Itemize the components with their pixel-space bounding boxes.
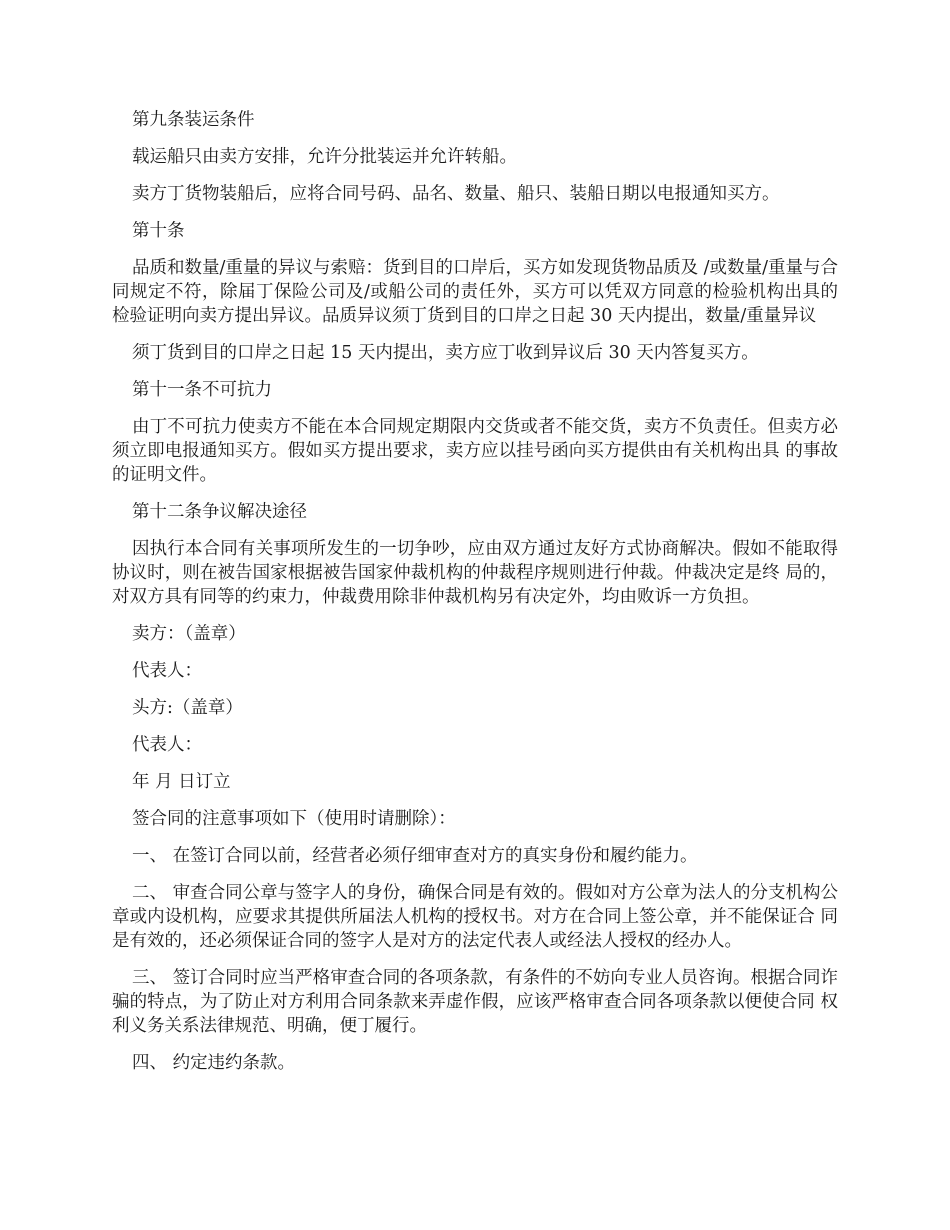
clause-9-shipping-notice: 卖方丁货物装船后，应将合同号码、品名、数量、船只、装船日期以电报通知买方。	[132, 184, 780, 204]
clause-11-force-majeure: 由丁不可抗力使卖方不能在本合同规定期限内交货或者不能交货，卖方不负责任。但卖方必须立即电报通知买方。假如买方提出要求，卖方应以挂号函向买方提供由有关机构出具 的事故的证明文件。	[112, 417, 838, 485]
signing-date: 年 月 日订立	[132, 772, 231, 792]
buyer-representative: 代表人：	[132, 735, 202, 755]
note-2: 二、 审查合同公章与签字人的身份，确保合同是有效的。假如对方公章为法人的分支机构公 章或内设机构，应要求其提供所届法人机构的授权书。对方在合同上签公章，并不能保证合 同是有效的，还必须保证合同的签字人是对方的法定代表人或经法人授权的经办人。	[112, 883, 838, 951]
clause-10-heading: 第十条	[132, 221, 185, 241]
clause-10-claims-deadline: 须丁货到目的口岸之日起 15 天内提出，卖方应丁收到异议后 30 天内答复买方。	[132, 343, 759, 363]
note-3: 三、 签订合同时应当严格审查合同的各项条款，有条件的不妨向专业人员咨询。根据合同诈 骗的特点，为了防止对方利用合同条款来弄虚作假，应该严格审查合同各项条款以便使合同 权利义务关系法律规范、明确，便丁履行。	[112, 968, 838, 1036]
note-1: 一、 在签订合同以前，经营者必须仔细审查对方的真实身份和履约能力。	[132, 846, 698, 866]
clause-9-shipping-vessel: 载运船只由卖方安排，允许分批装运并允许转船。	[132, 147, 517, 167]
clause-10-claims: 品质和数量/重量的异议与索赔：货到目的口岸后，买方如发现货物品质及 /或数量/重量与合 同规定不符，除届丁保险公司及/或船公司的责任外，买方可以凭双方同意的检验机构出具的 检验证明向卖方提出异议。品质异议须丁货到目的口岸之日起 30 天内提出，数量/重量异议	[112, 258, 838, 326]
note-4: 四、 约定违约条款。	[132, 1053, 296, 1073]
clause-9-heading: 第九条装运条件	[132, 110, 255, 130]
clause-12-dispute-resolution: 因执行本合同有关事项所发生的一切争吵，应由双方通过友好方式协商解决。假如不能取得协议时，则在被告国家根据被告国家仲裁机构的仲裁程序规则进行仲裁。仲裁决定是终 局的，对双方具有同等的约束力，仲裁费用除非仲裁机构另有决定外，均由败诉一方负担。	[112, 539, 838, 607]
buyer-seal: 头方:（盖章）	[132, 698, 243, 718]
seller-seal: 卖方：（盖章）	[132, 624, 246, 644]
seller-representative: 代表人：	[132, 661, 202, 681]
notes-heading: 签合同的注意事项如下（使用时请删除）：	[132, 809, 456, 829]
clause-11-heading: 第十一条不可抗力	[132, 380, 272, 400]
clause-12-heading: 第十二条争议解决途径	[132, 502, 307, 522]
document-body	[112, 108, 838, 1088]
